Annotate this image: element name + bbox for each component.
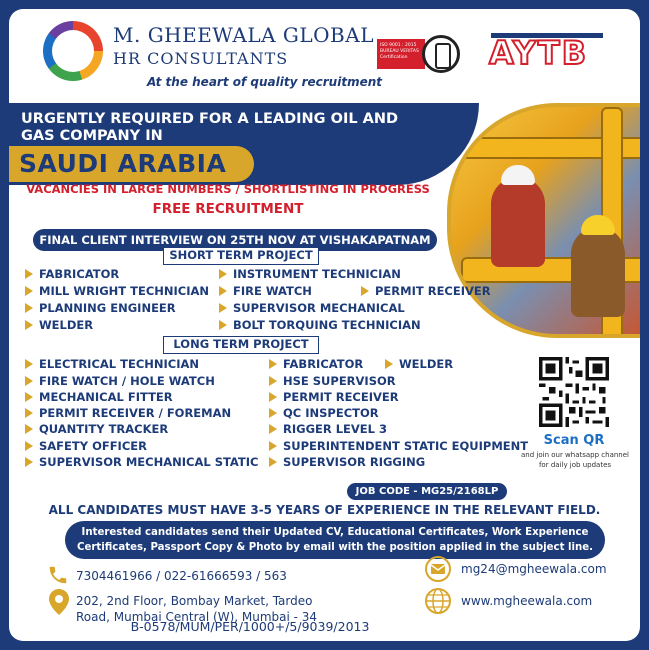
email-icon — [425, 556, 451, 582]
arrow-bullet-icon — [219, 320, 227, 330]
arrow-bullet-icon — [269, 392, 277, 402]
job-title: MECHANICAL FITTER — [39, 390, 173, 404]
phone-icon — [47, 564, 69, 586]
long-term-heading: LONG TERM PROJECT — [163, 336, 319, 354]
arrow-bullet-icon — [25, 286, 33, 296]
long-term-job — [23, 374, 215, 388]
company-name: M. GHEEWALA GLOBAL — [113, 23, 374, 47]
qr-note-line-2: for daily job updates — [538, 461, 612, 469]
job-title: FABRICATOR — [283, 357, 364, 371]
poster-card — [9, 9, 640, 641]
bureau-veritas-seal-icon — [422, 35, 460, 73]
application-line-2: Certificates, Passport Copy & Photo by email with the position applied in the subject line. — [76, 542, 594, 553]
short-term-job — [217, 301, 405, 315]
job-title: FIRE WATCH — [233, 284, 312, 298]
job-title: SUPERVISOR MECHANICAL STATIC — [39, 455, 259, 469]
address-line-2: Road, Mumbai Central (W), Mumbai - 34 — [76, 610, 318, 624]
address-line-1: 202, 2nd Floor, Bombay Market, Tardeo — [76, 594, 313, 608]
arrow-bullet-icon — [25, 303, 33, 313]
arrow-bullet-icon — [269, 441, 277, 451]
long-term-job — [267, 374, 396, 388]
job-title: PERMIT RECEIVER / FOREMAN — [39, 406, 232, 420]
job-title: HSE SUPERVISOR — [283, 374, 396, 388]
job-title: BOLT TORQUING TECHNICIAN — [233, 318, 421, 332]
long-term-job — [267, 390, 399, 404]
arrow-bullet-icon — [269, 376, 277, 386]
application-line-1: Interested candidates send their Updated CV, Educational Certificates, Work Experience — [81, 527, 589, 538]
worker-figure — [491, 177, 545, 267]
long-term-job — [267, 406, 379, 420]
website-link[interactable]: www.mgheewala.com — [461, 594, 593, 608]
arrow-bullet-icon — [269, 457, 277, 467]
partner-logo: AYTB — [489, 34, 589, 72]
job-title: PLANNING ENGINEER — [39, 301, 176, 315]
short-term-job — [217, 318, 421, 332]
globe-icon — [425, 588, 451, 614]
long-term-job — [23, 390, 173, 404]
long-term-job — [383, 357, 453, 371]
short-term-job — [23, 318, 93, 332]
job-title: PERMIT RECEIVER — [283, 390, 399, 404]
arrow-bullet-icon — [25, 359, 33, 369]
short-term-heading: SHORT TERM PROJECT — [163, 247, 319, 265]
long-term-job — [23, 422, 168, 436]
phone-numbers[interactable]: 7304461966 / 022-61666593 / 563 — [76, 569, 287, 583]
job-title: MILL WRIGHT TECHNICIAN — [39, 284, 210, 298]
short-term-job — [217, 284, 312, 298]
experience-requirement: ALL CANDIDATES MUST HAVE 3-5 YEARS OF EXPERIENCE IN THE RELEVANT FIELD. — [48, 503, 601, 517]
arrow-bullet-icon — [269, 408, 277, 418]
arrow-bullet-icon — [25, 457, 33, 467]
job-title: SUPERINTENDENT STATIC EQUIPMENT — [283, 439, 529, 453]
location-pin-icon — [49, 589, 69, 615]
job-title: SUPERVISOR MECHANICAL — [233, 301, 405, 315]
long-term-job — [267, 439, 528, 453]
job-title: FIRE WATCH / HOLE WATCH — [39, 374, 215, 388]
arrow-bullet-icon — [269, 359, 277, 369]
short-term-job — [23, 284, 209, 298]
job-title: RIGGER LEVEL 3 — [283, 422, 387, 436]
long-term-job — [267, 422, 387, 436]
arrow-bullet-icon — [25, 320, 33, 330]
headline-line-1: URGENTLY REQUIRED FOR A LEADING OIL AND — [21, 111, 399, 127]
job-title: INSTRUMENT TECHNICIAN — [233, 267, 401, 281]
company-subtitle: HR CONSULTANTS — [113, 49, 289, 68]
tagline: At the heart of quality recruitment — [147, 75, 382, 89]
short-term-job — [23, 301, 176, 315]
arrow-bullet-icon — [385, 359, 393, 369]
arrow-bullet-icon — [219, 303, 227, 313]
arrow-bullet-icon — [25, 424, 33, 434]
long-term-job — [267, 455, 425, 469]
free-recruitment-label: FREE RECRUITMENT — [152, 201, 304, 217]
job-code-badge: JOB CODE - MG25/2168LP — [347, 483, 507, 500]
iso-certification-badge: ISO 9001 : 2015 BUREAU VERITAS Certification — [377, 39, 425, 69]
long-term-job — [23, 439, 147, 453]
long-term-job — [23, 455, 259, 469]
headline-line-2: GAS COMPANY IN — [21, 128, 163, 144]
arrow-bullet-icon — [25, 408, 33, 418]
oil-gas-workers-photo — [447, 103, 640, 338]
arrow-bullet-icon — [25, 269, 33, 279]
qr-code-icon[interactable] — [539, 357, 609, 427]
arrow-bullet-icon — [219, 269, 227, 279]
job-title: QC INSPECTOR — [283, 406, 379, 420]
job-title: SAFETY OFFICER — [39, 439, 147, 453]
company-logo-icon — [43, 21, 103, 81]
arrow-bullet-icon — [25, 441, 33, 451]
email-address[interactable]: mg24@mgheewala.com — [461, 562, 607, 576]
scan-qr-label: Scan QR — [543, 433, 605, 448]
job-title: WELDER — [39, 318, 94, 332]
long-term-job — [23, 406, 231, 420]
qr-note-line-1: and join our whatsapp channel — [521, 451, 629, 459]
country-badge — [9, 146, 254, 182]
short-term-job — [217, 267, 401, 281]
long-term-job — [267, 357, 363, 371]
worker-figure — [571, 227, 625, 317]
arrow-bullet-icon — [25, 392, 33, 402]
job-title: FABRICATOR — [39, 267, 120, 281]
application-instructions — [65, 521, 605, 559]
arrow-bullet-icon — [361, 286, 369, 296]
country-name: SAUDI ARABIA — [19, 149, 227, 178]
short-term-job — [23, 267, 119, 281]
interview-banner: FINAL CLIENT INTERVIEW ON 25TH NOV AT VISHAKAPATNAM — [33, 229, 437, 251]
job-title: SUPERVISOR RIGGING — [283, 455, 426, 469]
job-title: WELDER — [399, 357, 454, 371]
arrow-bullet-icon — [269, 424, 277, 434]
long-term-job — [23, 357, 199, 371]
qr-note — [515, 450, 635, 470]
job-title: PERMIT RECEIVER — [375, 284, 491, 298]
job-title: ELECTRICAL TECHNICIAN — [39, 357, 200, 371]
arrow-bullet-icon — [219, 286, 227, 296]
white-helmet-icon — [501, 165, 535, 185]
registration-number: B-0578/MUM/PER/1000+/5/9039/2013 — [130, 619, 370, 634]
job-title: QUANTITY TRACKER — [39, 422, 169, 436]
vacancies-line: VACANCIES IN LARGE NUMBERS / SHORTLISTING IN PROGRESS — [26, 182, 430, 196]
arrow-bullet-icon — [25, 376, 33, 386]
short-term-job — [359, 284, 491, 298]
